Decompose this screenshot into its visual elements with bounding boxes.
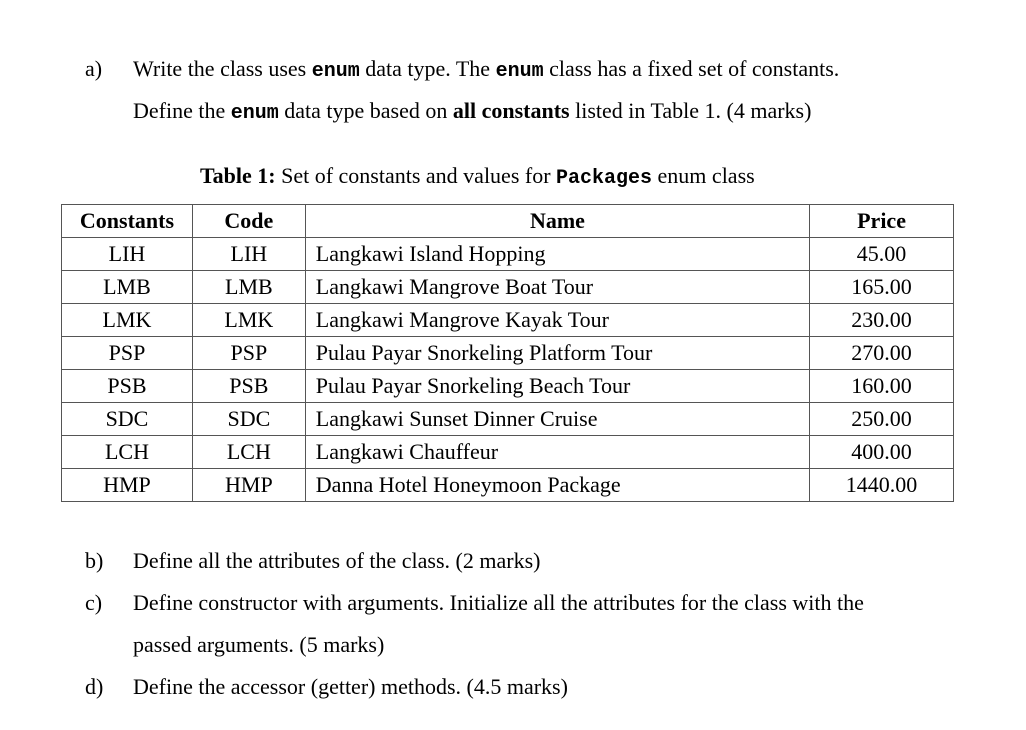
cell-name: Langkawi Mangrove Boat Tour: [305, 271, 809, 304]
table-header-row: [62, 205, 954, 238]
question-d-text: Define the accessor (getter) methods. (4.5 marks): [133, 674, 568, 699]
question-b-text: Define all the attributes of the class. (2 marks): [133, 548, 541, 573]
cell-name: Danna Hotel Honeymoon Package: [305, 469, 809, 502]
cell-code: LMB: [192, 271, 305, 304]
cell-price: 400.00: [810, 436, 954, 469]
table-row: [62, 403, 954, 436]
table-row: [62, 469, 954, 502]
cell-name: Pulau Payar Snorkeling Platform Tour: [305, 337, 809, 370]
cell-constant: HMP: [62, 469, 193, 502]
cell-price: 45.00: [810, 238, 954, 271]
cell-name: Langkawi Island Hopping: [305, 238, 809, 271]
header-name: Name: [305, 205, 809, 238]
header-constants: Constants: [62, 205, 193, 238]
question-a-label: a): [85, 56, 103, 81]
cell-constant: SDC: [62, 403, 193, 436]
cell-name: Langkawi Chauffeur: [305, 436, 809, 469]
cell-code: PSB: [192, 370, 305, 403]
question-c-line1: Define constructor with arguments. Initialize all the attributes for the class with the: [133, 590, 864, 615]
cell-code: LIH: [192, 238, 305, 271]
table-row: [62, 337, 954, 370]
cell-name: Langkawi Mangrove Kayak Tour: [305, 304, 809, 337]
question-c-line2: passed arguments. (5 marks): [133, 632, 385, 657]
cell-code: HMP: [192, 469, 305, 502]
packages-table: [61, 204, 954, 502]
cell-price: 230.00: [810, 304, 954, 337]
cell-constant: LIH: [62, 238, 193, 271]
enum-keyword: enum: [230, 102, 279, 125]
table-caption-label: Table 1:: [200, 163, 276, 188]
question-a-line1: Write the class uses enum data type. The enum class has a fixed set of constants.: [133, 56, 840, 83]
cell-price: 160.00: [810, 370, 954, 403]
cell-constant: LMB: [62, 271, 193, 304]
header-code: Code: [192, 205, 305, 238]
cell-price: 1440.00: [810, 469, 954, 502]
enum-keyword: enum: [495, 60, 544, 83]
header-price: Price: [810, 205, 954, 238]
table-row: [62, 370, 954, 403]
table-row: [62, 304, 954, 337]
cell-constant: LCH: [62, 436, 193, 469]
packages-code: Packages: [556, 167, 653, 190]
cell-constant: LMK: [62, 304, 193, 337]
cell-code: SDC: [192, 403, 305, 436]
cell-constant: PSP: [62, 337, 193, 370]
cell-code: LCH: [192, 436, 305, 469]
cell-constant: PSB: [62, 370, 193, 403]
cell-code: LMK: [192, 304, 305, 337]
cell-code: PSP: [192, 337, 305, 370]
question-d-label: d): [85, 674, 104, 699]
enum-keyword: enum: [311, 60, 360, 83]
cell-price: 270.00: [810, 337, 954, 370]
question-a-line2: Define the enum data type based on all constants listed in Table 1. (4 marks): [133, 98, 812, 125]
question-c-label: c): [85, 590, 103, 615]
cell-name: Pulau Payar Snorkeling Beach Tour: [305, 370, 809, 403]
all-constants-emphasis: all constants: [452, 98, 570, 123]
question-b-label: b): [85, 548, 104, 573]
table-row: [62, 238, 954, 271]
table-caption: Table 1: Set of constants and values for Packages enum class: [200, 163, 755, 190]
cell-name: Langkawi Sunset Dinner Cruise: [305, 403, 809, 436]
cell-price: 165.00: [810, 271, 954, 304]
table-row: [62, 436, 954, 469]
table-row: [62, 271, 954, 304]
cell-price: 250.00: [810, 403, 954, 436]
